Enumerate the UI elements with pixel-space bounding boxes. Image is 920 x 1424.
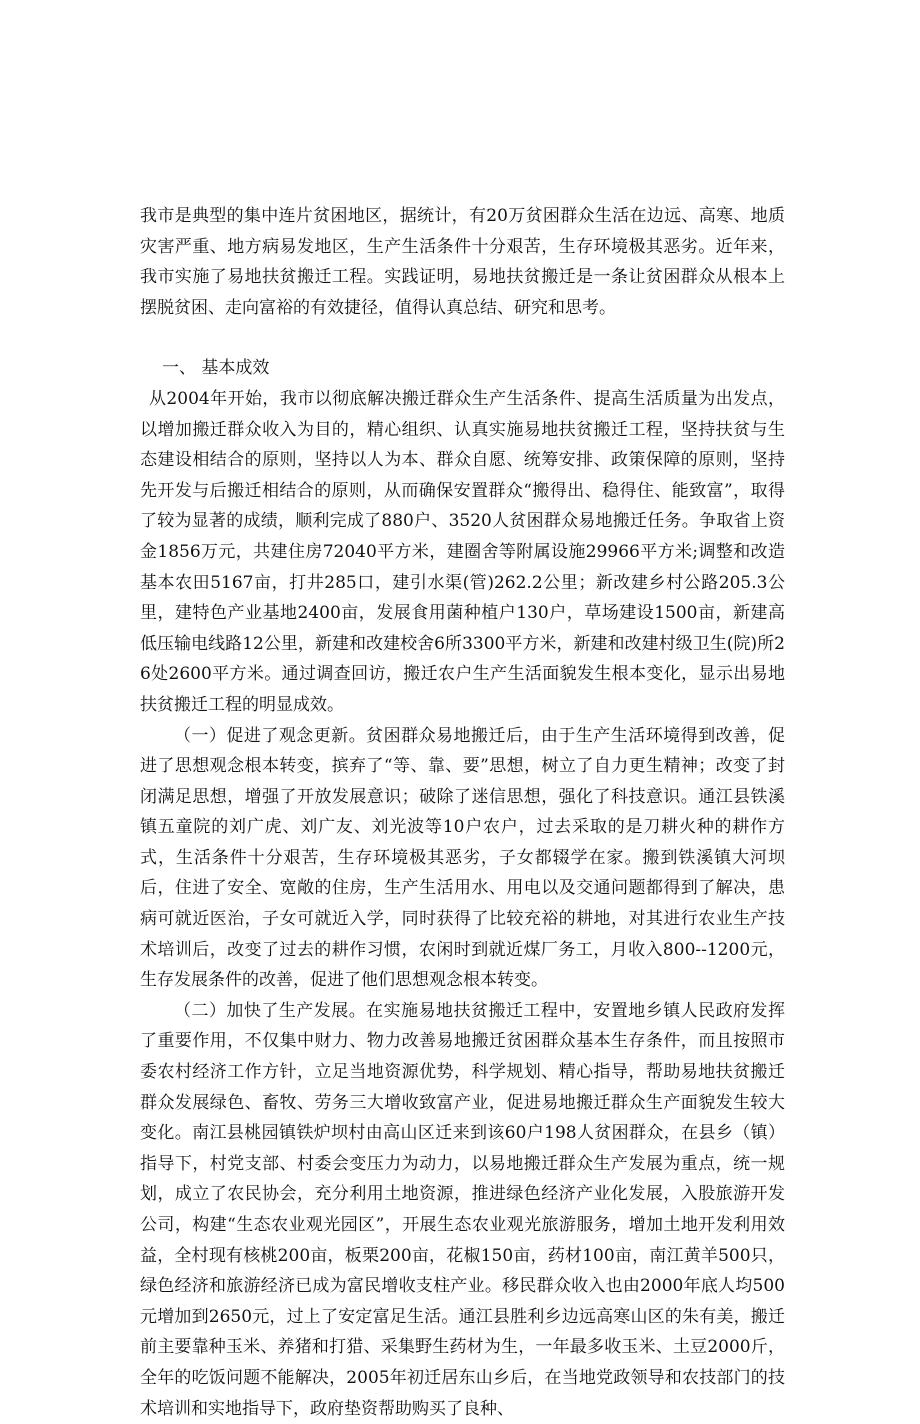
section-heading-basic-results: 一、 基本成效 [162,358,270,379]
intro-paragraph: 我市是典型的集中连片贫困地区，据统计，有20万贫困群众生活在边远、高寒、地质灾害严重、地方病易发地区，生产生活条件十分艰苦，生存环境极其恶劣。近年来，我市实施了易地扶贫搬迁工程。实践证明，易地扶贫搬迁是一条让贫困群众从根本上摆脱贫困、走向富裕的有效捷径，值得认真总结、研究和思考。 [140,206,785,318]
body-paragraph-concept-update: （一）促进了观念更新。贫困群众易地搬迁后，由于生产生活环境得到改善，促进了思想观念根本转变，摈弃了“等、靠、要”思想，树立了自力更生精神；改变了封闭满足思想，增强了开放发展意识；破除了迷信思想，强化了科技意识。通江县铁溪镇五童院的刘广虎、刘广友、刘光波等10户农户，过去采取的是刀耕火种的耕作方式，生活条件十分艰苦，生存环境极其恶劣，子女都辍学在家。搬到铁溪镇大河坝后，住进了安全、宽敞的住房，生产生活用水、用电以及交通问题都得到了解决，患病可就近医治，子女可就近入学，同时获得了比较充裕的耕地，对其进行农业生产技术培训后，改变了过去的耕作习惯，农闲时到就近煤厂务工，月收入800--1200元，生存发展条件的改善，促进了他们思想观念根本转变。 [140,725,785,991]
body-paragraph-production-development: （二）加快了生产发展。在实施易地扶贫搬迁工程中，安置地乡镇人民政府发挥了重要作用，不仅集中财力、物力改善易地搬迁贫困群众基本生存条件，而且按照市委农村经济工作方针，立足当地资源优势，科学规划、精心指导，帮助易地扶贫搬迁群众发展绿色、畜牧、劳务三大增收致富产业，促进易地搬迁群众生产面貌发生较大变化。南江县桃园镇铁炉坝村由高山区迁来到该60户198人贫困群众，在县乡（镇）指导下，村党支部、村委会变压力为动力，以易地搬迁群众生产发展为重点，统一规划，成立了农民协会，充分利用土地资源，推进绿色经济产业化发展，入股旅游开发公司，构建“生态农业观光园区”，开展生态农业观光旅游服务，增加土地开发利用效益，全村现有核桃200亩，板栗200亩，花椒150亩，药材100亩，南江黄羊500只，绿色经济和旅游经济已成为富民增收支柱产业。移民群众收入也由2000年底人均500元增加到2650元，过上了安定富足生活。通江县胜利乡边远高寒山区的朱有美，搬迁前主要靠种玉米、养猪和打猎、采集野生药材为生，一年最多收玉米、土豆2000斤，全年的吃饭问题不能解决，2005年初迁居东山乡后，在当地党政领导和农技部门的技术培训和实地指导下，政府垫资帮助购买了良种、 [140,1000,785,1419]
document-page [140,201,785,1424]
body-paragraph-overview: 从2004年开始，我市以彻底解决搬迁群众生产生活条件、提高生活质量为出发点，以增加搬迁群众收入为目的，精心组织、认真实施易地扶贫搬迁工程，坚持扶贫与生态建设相结合的原则，坚持以人为本、群众自愿、统筹安排、政策保障的原则，坚持先开发与后搬迁相结合的原则，从而确保安置群众“搬得出、稳得住、能致富”，取得了较为显著的成绩，顺利完成了880户、3520人贫困群众易地搬迁任务。争取省上资金1856万元，共建住房72040平方米，建圈舍等附属设施29966平方米;调整和改造基本农田5167亩，打井285口，建引水渠(管)262.2公里；新改建乡村公路205.3公里，建特色产业基地2400亩，发展食用菌种植户130户，草场建设1500亩，新建高低压输电线路12公里，新建和改建校舍6所3300平方米，新建和改建村级卫生(院)所26处2600平方米。通过调查回访，搬迁农户生产生活面貌发生根本变化，显示出易地扶贫搬迁工程的明显成效。 [140,388,785,715]
